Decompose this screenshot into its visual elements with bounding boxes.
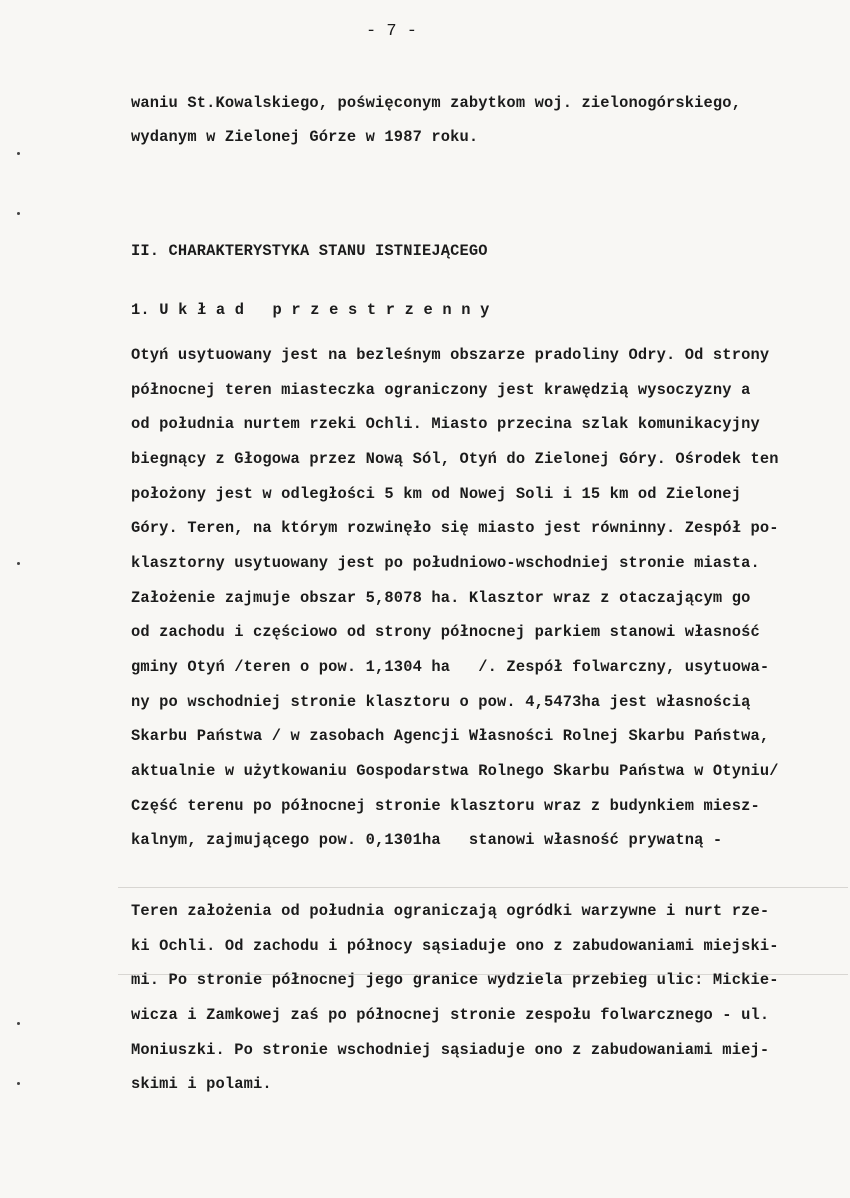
paragraph-1-line: Część terenu po północnej stronie klasztoru wraz z budynkiem miesz- <box>131 797 760 815</box>
faint-scan-line <box>118 887 848 888</box>
margin-mark <box>17 152 20 155</box>
paragraph-2-line: Moniuszki. Po stronie wschodniej sąsiaduje ono z zabudowaniami miej- <box>131 1041 770 1059</box>
page-number: - 7 - <box>366 22 418 41</box>
intro-line: wydanym w Zielonej Górze w 1987 roku. <box>131 128 479 146</box>
paragraph-1-line: od południa nurtem rzeki Ochli. Miasto przecina szlak komunikacyjny <box>131 415 760 433</box>
margin-mark <box>17 212 20 215</box>
paragraph-1-line: północnej teren miasteczka ograniczony jest krawędzią wysoczyzny a <box>131 381 751 399</box>
paragraph-1-line: położony jest w odległości 5 km od Nowej Soli i 15 km od Zielonej <box>131 485 742 503</box>
paragraph-1-line: gminy Otyń /teren o pow. 1,1304 ha /. Zespół folwarczny, usytuowa- <box>131 658 770 676</box>
paragraph-2-line: wicza i Zamkowej zaś po północnej stronie zespołu folwarcznego - ul. <box>131 1006 770 1024</box>
chapter-heading: II. CHARAKTERYSTYKA STANU ISTNIEJĄCEGO <box>131 242 488 260</box>
paragraph-1-line: klasztorny usytuowany jest po południowo-wschodniej stronie miasta. <box>131 554 760 572</box>
paragraph-1-line: ny po wschodniej stronie klasztoru o pow. 4,5473ha jest własnością <box>131 693 751 711</box>
section-heading: 1. U k ł a d p r z e s t r z e n n y <box>131 301 490 319</box>
paragraph-2-line: mi. Po stronie północnej jego granice wydziela przebieg ulic: Mickie- <box>131 971 779 989</box>
margin-mark <box>17 1022 20 1025</box>
intro-line: waniu St.Kowalskiego, poświęconym zabytkom woj. zielonogórskiego, <box>131 94 742 112</box>
paragraph-1-line: Założenie zajmuje obszar 5,8078 ha. Klasztor wraz z otaczającym go <box>131 589 751 607</box>
paragraph-1-line: kalnym, zajmującego pow. 0,1301ha stanowi własność prywatną - <box>131 831 723 849</box>
paragraph-1-line: Góry. Teren, na którym rozwinęło się miasto jest równinny. Zespół po- <box>131 519 779 537</box>
paragraph-1-line: Skarbu Państwa / w zasobach Agencji Własności Rolnej Skarbu Państwa, <box>131 727 770 745</box>
paragraph-2-line: Teren założenia od południa ograniczają ogródki warzywne i nurt rze- <box>131 902 770 920</box>
paragraph-2-line: skimi i polami. <box>131 1075 272 1093</box>
margin-mark <box>17 562 20 565</box>
paragraph-1-line: od zachodu i częściowo od strony północnej parkiem stanowi własność <box>131 623 760 641</box>
paragraph-2-line: ki Ochli. Od zachodu i północy sąsiaduje ono z zabudowaniami miejski- <box>131 937 779 955</box>
paragraph-1-line: aktualnie w użytkowaniu Gospodarstwa Rolnego Skarbu Państwa w Otyniu/ <box>131 762 779 780</box>
paragraph-1-line: biegnący z Głogowa przez Nową Sól, Otyń do Zielonej Góry. Ośrodek ten <box>131 450 779 468</box>
margin-mark <box>17 1082 20 1085</box>
paragraph-1-line: Otyń usytuowany jest na bezleśnym obszarze pradoliny Odry. Od strony <box>131 346 770 364</box>
